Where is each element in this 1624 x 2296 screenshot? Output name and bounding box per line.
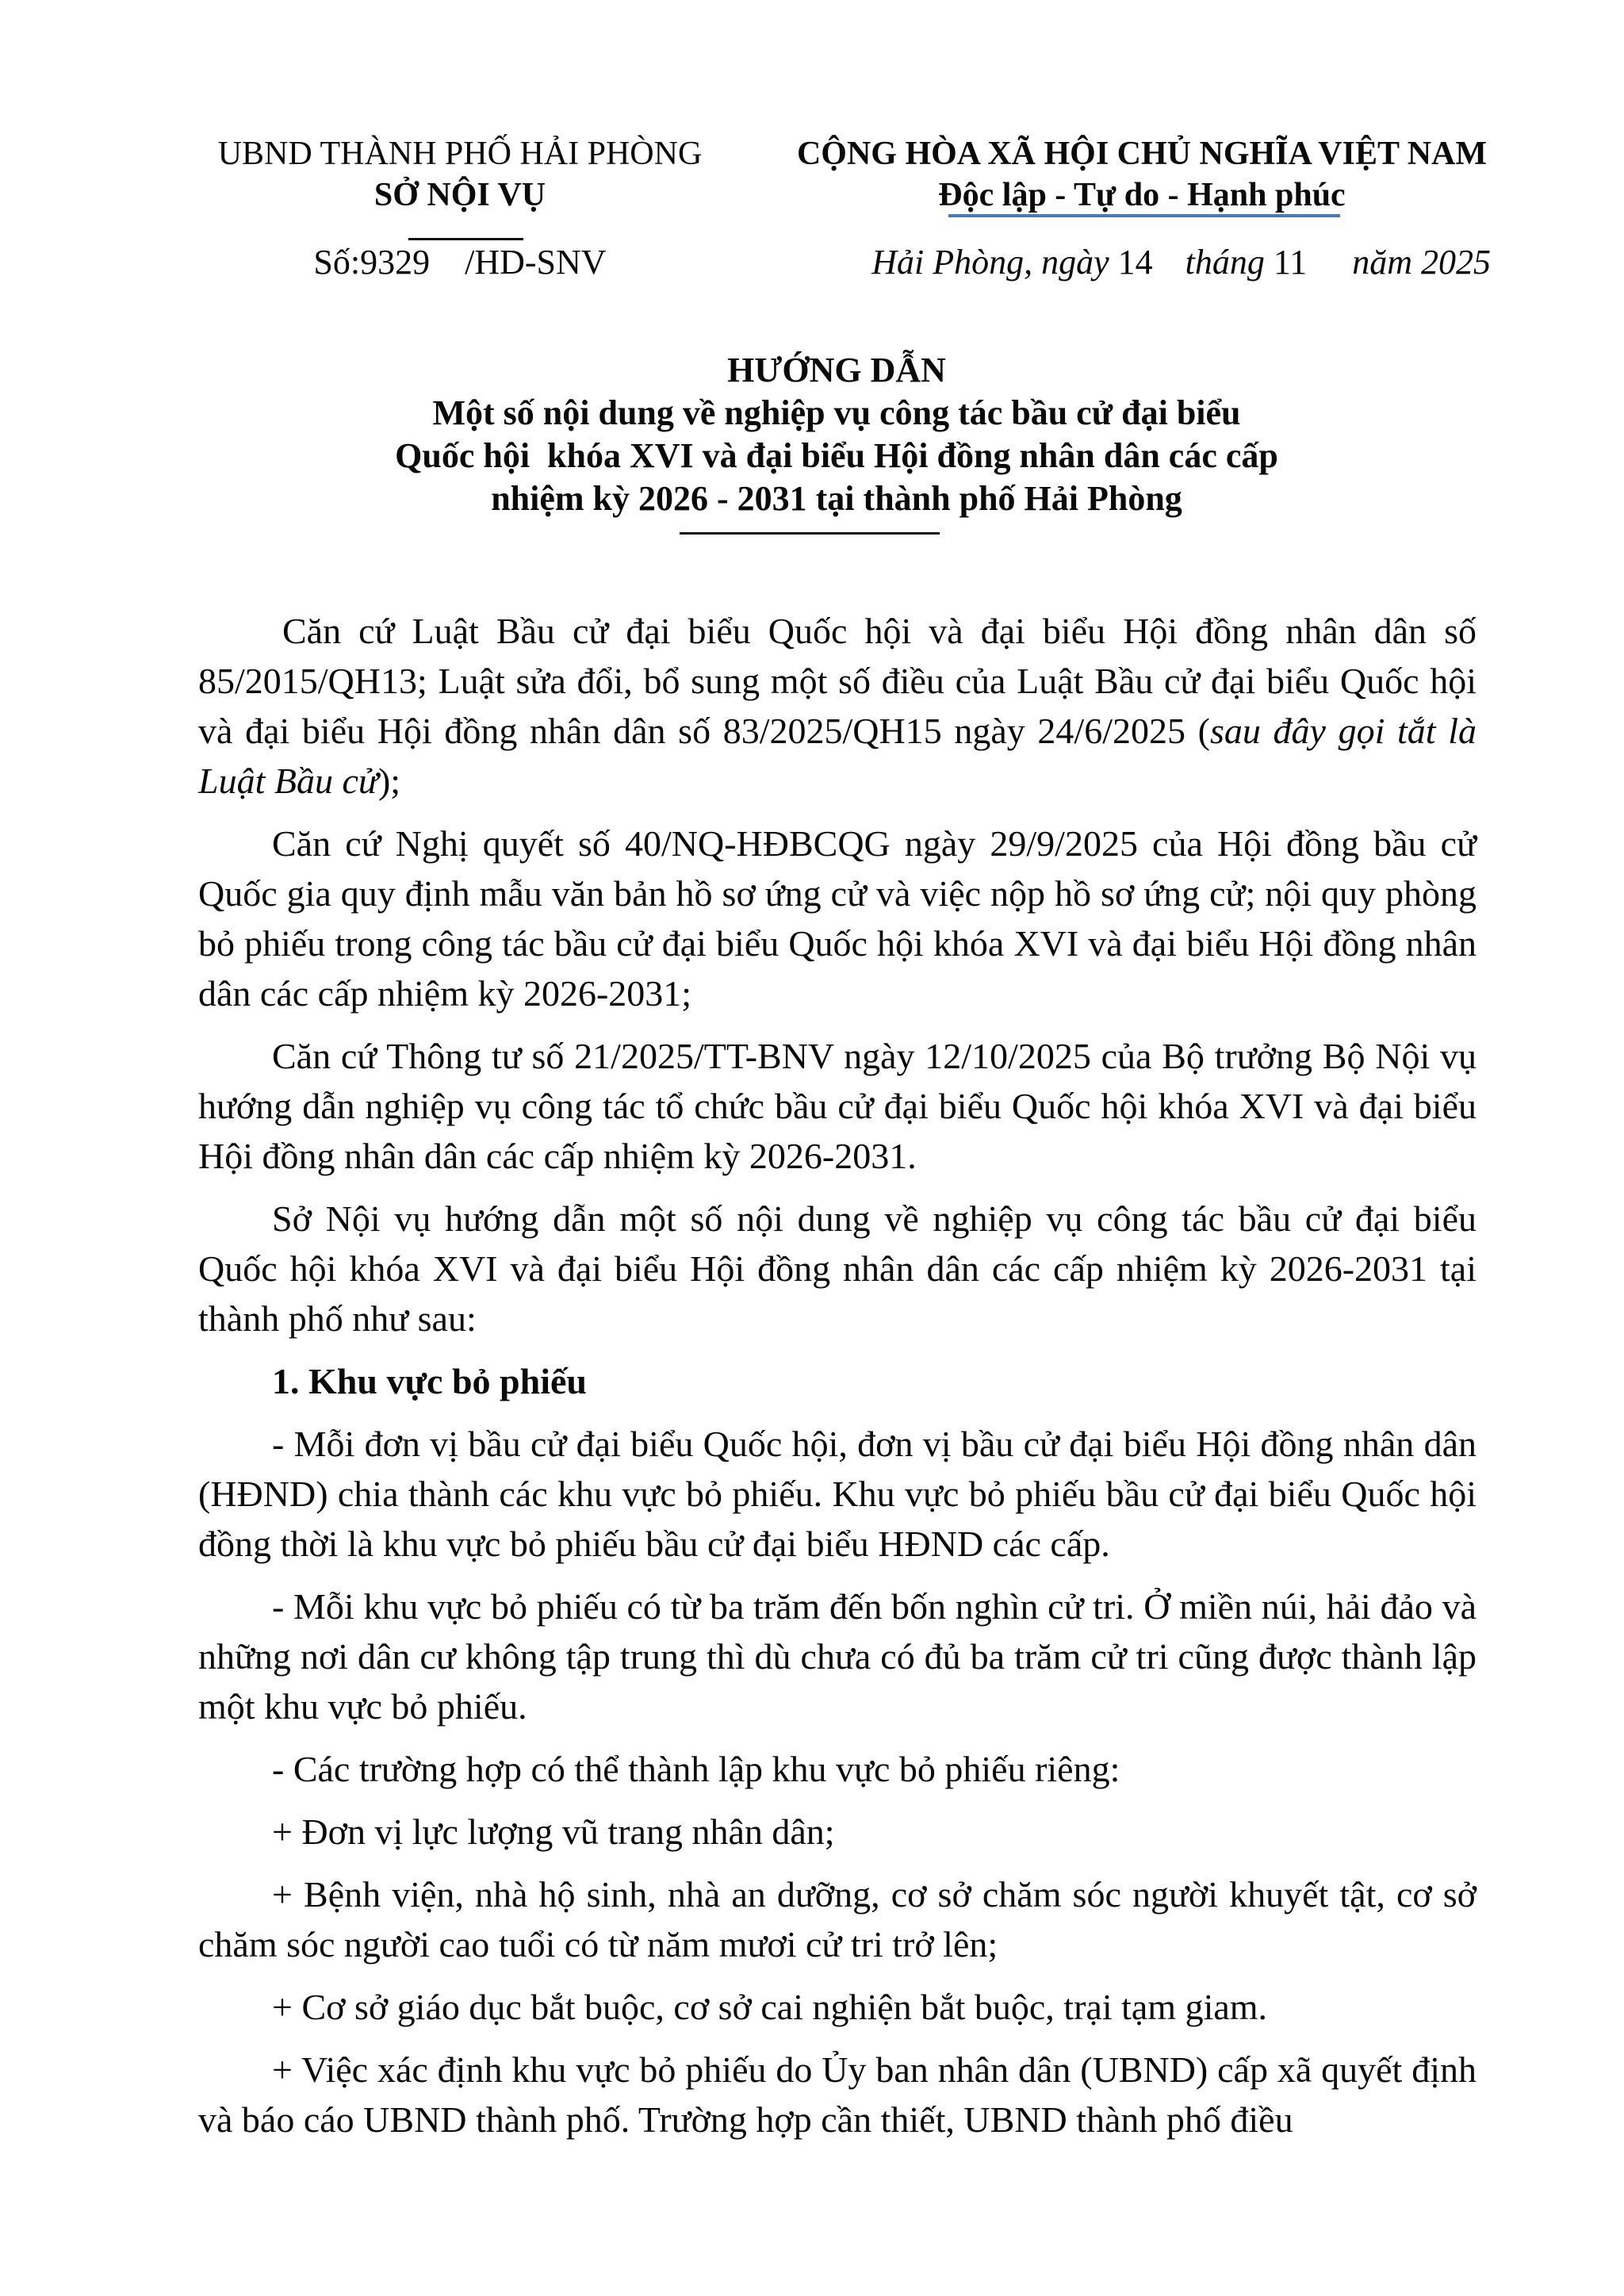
list-item: + Việc xác định khu vực bỏ phiếu do Ủy ban nhân dân (UBND) cấp xã quyết định và báo cáo UBND thành phố. Trường hợp cần thiết, UBND thành phố điều (198, 2049, 1477, 2140)
agency-underline (408, 238, 523, 240)
list-item: + Bệnh viện, nhà hộ sinh, nhà an dưỡng, cơ sở chăm sóc người khuyết tật, cơ sở chăm sóc người cao tuổi có từ năm mươi cử tri trở lên; (198, 1874, 1477, 1964)
motto-underline (948, 214, 1340, 217)
date-place-label: Hải Phòng, ngày (871, 243, 1109, 282)
document-body (198, 606, 1477, 2157)
agency-name: SỞ NỘI VỤ (373, 177, 546, 213)
list-item: - Các trường hợp có thể thành lập khu vực bỏ phiếu riêng: (272, 1749, 1120, 1789)
document-number-prefix: Số:9329 (313, 243, 431, 282)
list-item: + Đơn vị lực lượng vũ trang nhân dân; (272, 1811, 835, 1852)
paragraph-italic-text: sau đây gọi tắt là Luật Bầu cử (198, 711, 1477, 801)
date-month: 11 (1273, 243, 1308, 282)
issuing-authority-block (182, 133, 737, 216)
document-type: HƯỚNG DẪN (727, 351, 946, 389)
date-month-label: tháng (1185, 243, 1265, 282)
document-number (182, 242, 737, 282)
country-name: CỘNG HÒA XÃ HỘI CHỦ NGHĨA VIỆT NAM (796, 136, 1488, 172)
date-day: 14 (1117, 243, 1153, 282)
legal-basis-paragraph: Căn cứ Thông tư số 21/2025/TT-BNV ngày 12/10/2025 của Bộ trưởng Bộ Nội vụ hướng dẫn nghiệp vụ công tác tổ chức bầu cử đại biểu Quốc hội khóa XVI và đại biểu Hội đồng nhân dân các cấp nhiệm kỳ 2026-2031. (198, 1036, 1477, 1176)
list-item: - Mỗi khu vực bỏ phiếu có từ ba trăm đến bốn nghìn cử tri. Ở miền núi, hải đảo và những nơi dân cư không tập trung thì dù chưa có đủ ba trăm cử tri cũng được thành lập một khu vực bỏ phiếu. (198, 1586, 1477, 1727)
paragraph-text: Căn cứ Luật Bầu cử đại biểu Quốc hội và đại biểu Hội đồng nhân dân số 85/2015/QH13; Luật sửa đổi, bổ sung một số điều của Luật Bầu cử đại biểu Quốc hội và đại biểu Hội đồng nhân dân số 83/2025/QH15 ngày 24/6/2025 ( (198, 611, 1477, 751)
legal-basis-paragraph: Căn cứ Nghị quyết số 40/NQ-HĐBCQG ngày 29/9/2025 của Hội đồng bầu cử Quốc gia quy định mẫu văn bản hồ sơ ứng cử và việc nộp hồ sơ ứng cử; nội quy phòng bỏ phiếu trong công tác bầu cử đại biểu Quốc hội khóa XVI và đại biểu Hội đồng nhân dân các cấp nhiệm kỳ 2026-2031; (198, 823, 1477, 1014)
intro-paragraph: Sở Nội vụ hướng dẫn một số nội dung về nghiệp vụ công tác bầu cử đại biểu Quốc hội khóa XVI và đại biểu Hội đồng nhân dân các cấp nhiệm kỳ 2026-2031 tại thành phố như sau: (198, 1198, 1477, 1339)
list-item: - Mỗi đơn vị bầu cử đại biểu Quốc hội, đơn vị bầu cử đại biểu Hội đồng nhân dân (HĐND) chia thành các khu vực bỏ phiếu. Khu vực bỏ phiếu bầu cử đại biểu Quốc hội đồng thời là khu vực bỏ phiếu bầu cử đại biểu HĐND các cấp. (198, 1424, 1477, 1564)
date-year: 2025 (1421, 243, 1491, 282)
legal-basis-paragraph (198, 606, 1477, 806)
title-line: nhiệm kỳ 2026 - 2031 tại thành phố Hải Phòng (491, 479, 1182, 518)
date-year-label: năm (1352, 243, 1412, 282)
title-line: Một số nội dung về nghiệp vụ công tác bầu cử đại biểu (432, 393, 1241, 432)
list-item: + Cơ sở giáo dục bắt buộc, cơ sở cai nghiện bắt buộc, trại tạm giam. (272, 1987, 1268, 2027)
title-line: Quốc hội khóa XVI và đại biểu Hội đồng nhân dân các cấp (395, 436, 1278, 475)
section-heading: 1. Khu vực bỏ phiếu (272, 1361, 587, 1401)
title-underline (680, 532, 940, 535)
authority-name: UBND THÀNH PHỐ HẢI PHÒNG (217, 136, 703, 172)
national-heading-block (793, 133, 1491, 216)
document-number-suffix: /HD-SNV (465, 243, 607, 282)
national-motto: Độc lập - Tự do - Hạnh phúc (938, 177, 1346, 213)
paragraph-text: ); (377, 761, 401, 801)
document-date (793, 242, 1491, 282)
document-title (198, 349, 1475, 520)
